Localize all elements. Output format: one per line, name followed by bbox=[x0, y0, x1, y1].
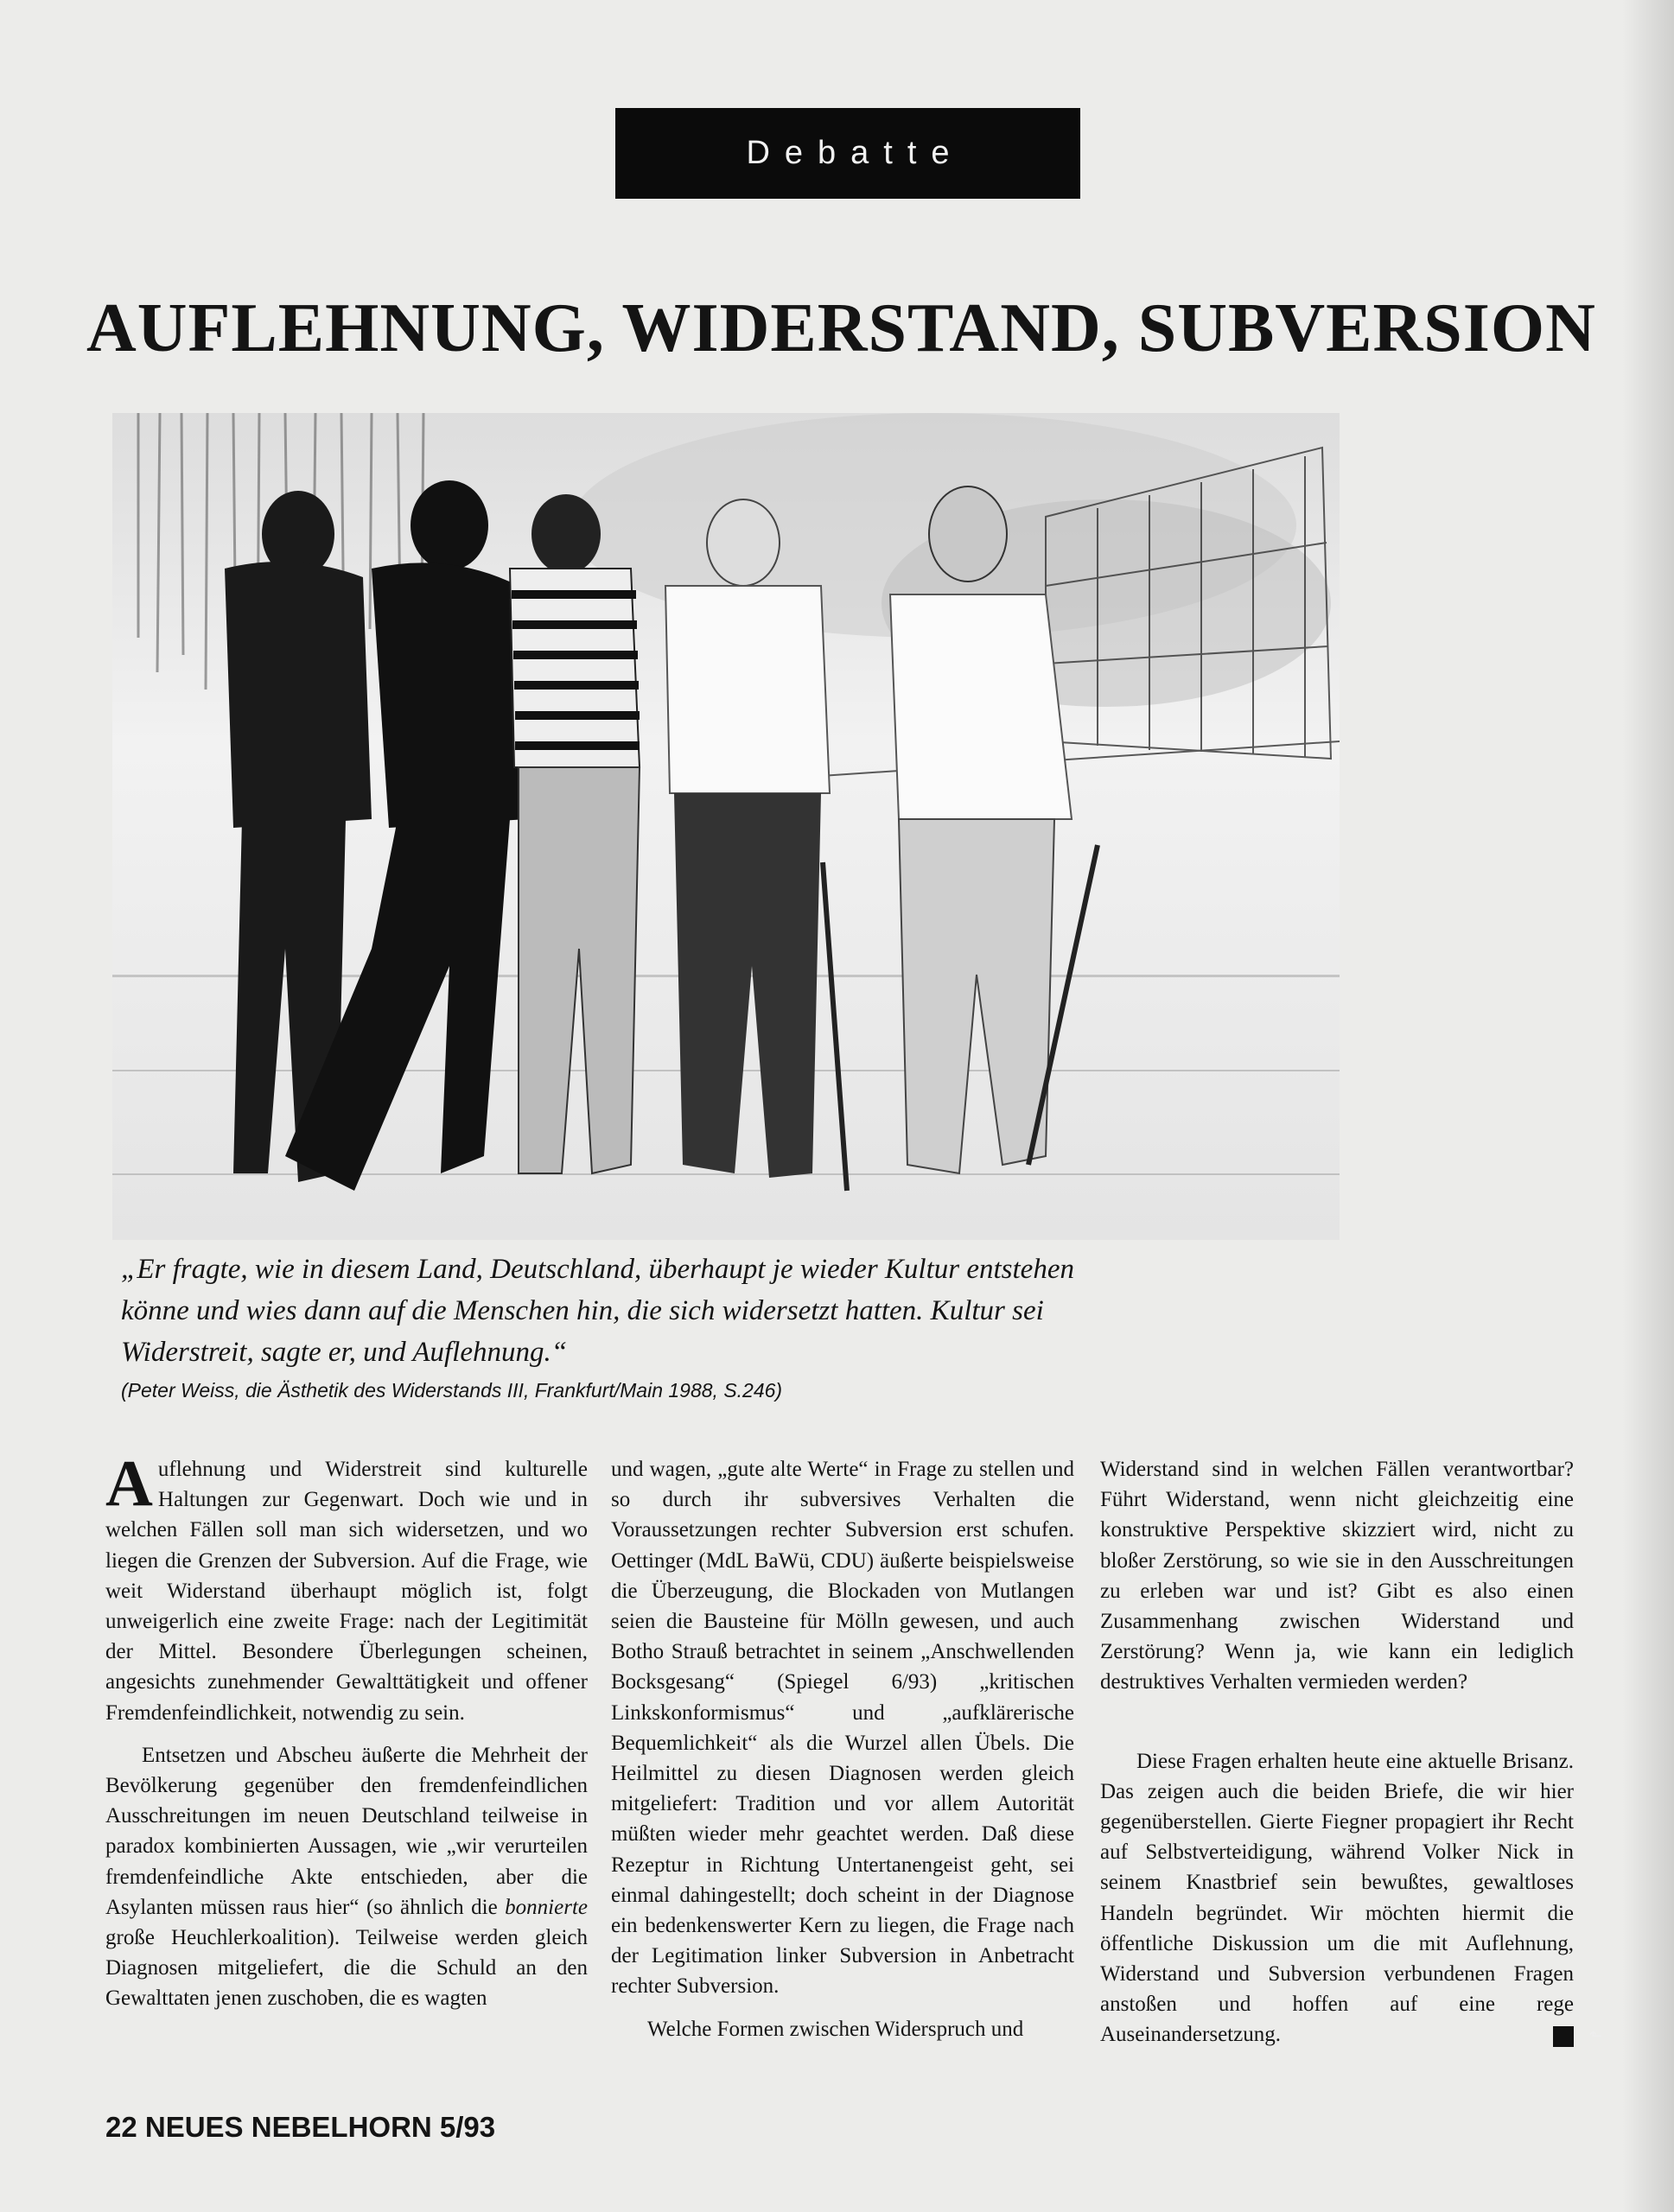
pull-quote bbox=[121, 1249, 1193, 1373]
paragraph: Widerstand sind in welchen Fällen verantwortbar? Führt Widerstand, wenn nicht gleichzeitig eine konstruktive Perspektive skizziert wird, nicht zu bloßer Zerstörung, so wie sie in den Ausschreitungen zu erleben war und ist? Gibt es also einen Zusammenhang zwischen Widerstand und Zerstörung? Wenn ja, wie kann ein lediglich destruktives Verhalten vermieden werden? bbox=[1100, 1458, 1574, 1694]
paragraph: Entsetzen und Abscheu äußerte die Mehrheit der Bevölkerung gegenüber den fremdenfeindlichen Ausschreitungen im neuen Deutschland teilweise in paradox kombinierten Aussagen, wie „wir verurteilen fremdenfeindliche Akte entschieden, aber die Asylanten müssen raus hier“ (so ähnlich die bonnierte große Heuchlerkoalition). Teilweise werden gleich Diagnosen mitgeliefert, die die Schuld an den Gewalttaten jenen zuschoben, die es wagten bbox=[105, 1743, 588, 2011]
quote-line-2: könne und wies dann auf die Menschen hin, die sich widersetzt hatten. Kultur sei bbox=[121, 1295, 1044, 1326]
section-banner: Debatte bbox=[615, 108, 1080, 199]
paragraph: Welche Formen zwischen Widerspruch und bbox=[647, 2017, 1024, 2041]
end-mark-icon: ⬑ bbox=[1553, 2026, 1574, 2047]
article-column-3 bbox=[1100, 1454, 1603, 2050]
article-column-1 bbox=[105, 1447, 588, 2014]
quote-citation: (Peter Weiss, die Ästhetik des Widerstands III, Frankfurt/Main 1988, S.246) bbox=[121, 1379, 783, 1402]
paragraph: und wagen, „gute alte Werte“ in Frage zu stellen und so durch ihr subversives Verhalten die Voraussetzungen rechter Subversion erst schufen. Oettinger (MdL BaWü, CDU) äußerte beispielsweise die Überzeugung, die Blockaden von Mutlangen seien die Bausteine für Mölln gewesen, und auch Botho Strauß betrachtet in seinem „Anschwellenden Bocksgesang“ (Spiegel 6/93) „kritischen Linkskonformismus“ und „aufklärerische Bequemlichkeit“ als die Wurzel allen Übels. Die Heilmittel zu diesen Diagnosen werden gleich mitgeliefert: Tradition und vor allem Autorität müßten wieder mehr geachtet werden. Daß diese Rezeptur in Richtung Untertanengeist geht, sei einmal dahingestellt; doch scheint in der Diagnose ein bedenkenswerter Kern zu liegen, die Frage nach der Legitimation linker Subversion in Anbetracht rechter Subversion. bbox=[611, 1458, 1074, 1999]
page-footer: 22 NEUES NEBELHORN 5/93 bbox=[105, 2111, 496, 2143]
drop-cap: A bbox=[105, 1447, 153, 1520]
article-photo bbox=[112, 413, 1340, 1240]
photo-people-watching-fire-icon bbox=[112, 413, 1340, 1240]
paragraph: Auflehnung und Widerstreit sind kulturelle Haltungen zur Gegenwart. Doch wie und in welchen Fällen soll man sich widersetzen, und wo liegen die Grenzen der Subversion. Auf die Frage, wie weit Widerstand überhaupt möglich ist, folgt unweigerlich eine zweite Frage: nach der Legitimität der Mittel. Besondere Überlegungen scheinen, angesichts zunehmender Gewalttätigkeit und offener Fremdenfeindlichkeit, notwendig zu sein. bbox=[105, 1447, 588, 1725]
page-edge-shadow bbox=[1622, 0, 1674, 2212]
paragraph: Diese Fragen erhalten heute eine aktuelle Brisanz. Das zeigen auch die beiden Briefe, die wir hier gegenüberstellen. Gierte Fiegner propagiert ihr Recht auf Selbstverteidigung, während Volker Nick in seinem Knastbrief sein bewußtes, gewaltloses Handeln begründet. Wir möchten hiermit die öffentliche Diskussion um die mit Auflehnung, Widerstand und Subversion verbundenen Fragen anstoßen und hoffen auf eine rege Auseinandersetzung. ⬑ bbox=[1100, 1749, 1603, 2047]
quote-line-3: Widerstreit, sagte er, und Auflehnung.“ bbox=[121, 1337, 568, 1368]
article-column-2 bbox=[611, 1454, 1074, 2044]
headline: AUFLEHNUNG, WIDERSTAND, SUBVERSION bbox=[86, 290, 1596, 366]
quote-line-1: „Er fragte, wie in diesem Land, Deutschland, überhaupt je wieder Kultur entstehen bbox=[121, 1254, 1074, 1285]
